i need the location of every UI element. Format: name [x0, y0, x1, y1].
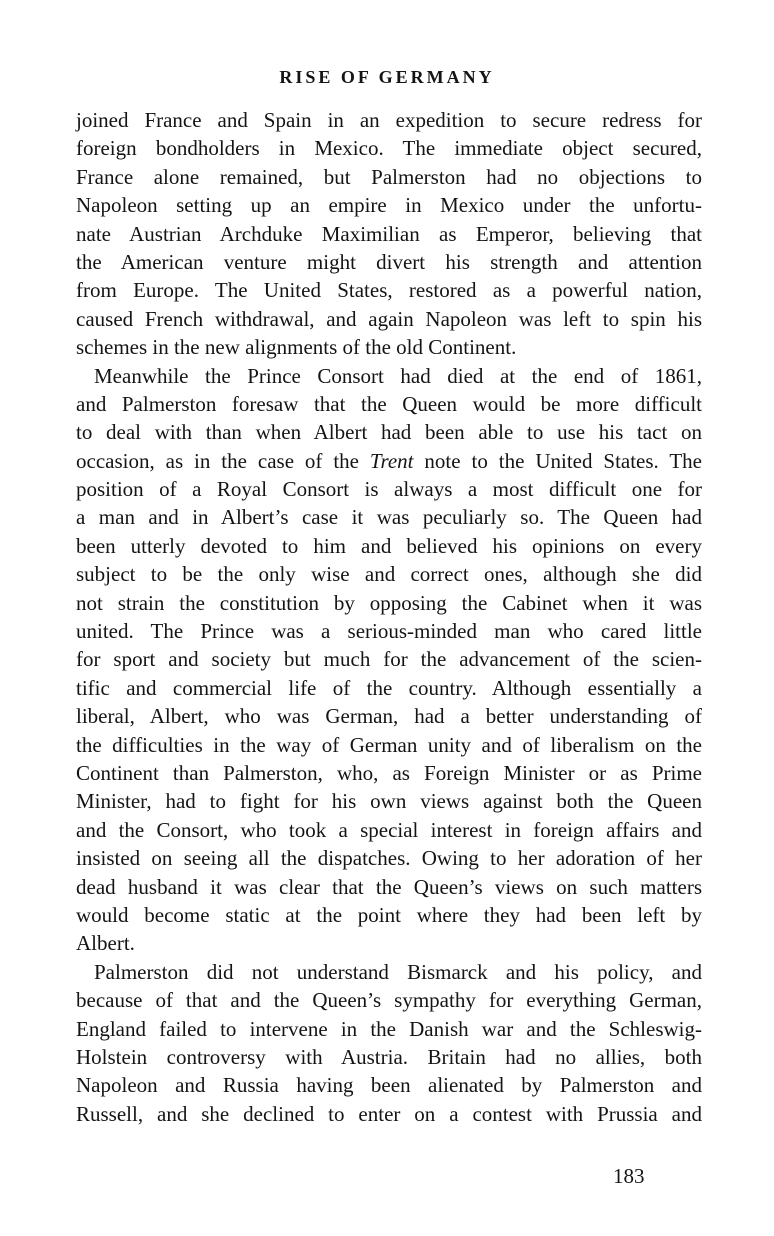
text-line — [76, 163, 702, 191]
text-run: France alone remained, but Palmerston had no objections to — [76, 164, 702, 189]
text-run: subject to be the only wise and correct ones, although she did — [76, 562, 702, 587]
text-line — [76, 617, 702, 645]
text-run: Meanwhile the Prince Consort had died at the end of 1861, — [94, 363, 702, 388]
text-line — [76, 276, 702, 304]
text-line — [76, 362, 702, 390]
text-run: been utterly devoted to him and believed his opinions on every — [76, 533, 702, 558]
text-line — [76, 1071, 702, 1099]
text-run: for sport and society but much for the advancement of the scien- — [76, 647, 702, 672]
text-line — [76, 986, 702, 1014]
text-line — [76, 305, 702, 333]
text-run: a man and in Albert’s case it was peculiarly so. The Queen had — [76, 505, 702, 530]
text-run: Continent than Palmerston, who, as Foreign Minister or as Prime — [76, 760, 702, 785]
body-text — [76, 106, 702, 1128]
text-line — [76, 248, 702, 276]
text-run: occasion, as in the case of the — [76, 448, 370, 473]
text-line — [76, 873, 702, 901]
text-line — [76, 333, 702, 361]
text-run: Napoleon setting up an empire in Mexico under the unfortu- — [76, 193, 702, 218]
text-run: would become static at the point where they had been left by — [76, 902, 702, 927]
text-run: dead husband it was clear that the Queen’s views on such matters — [76, 874, 702, 899]
text-line — [76, 929, 702, 957]
text-run: because of that and the Queen’s sympathy for everything German, — [76, 988, 702, 1013]
text-line — [76, 1015, 702, 1043]
text-run: position of a Royal Consort is always a most difficult one for — [76, 477, 702, 502]
text-line — [76, 560, 702, 588]
text-run: insisted on seeing all the dispatches. Owing to her adoration of her — [76, 846, 702, 871]
text-line — [76, 958, 702, 986]
text-run: the difficulties in the way of German unity and of liberalism on the — [76, 732, 702, 757]
text-run: England failed to intervene in the Danish war and the Schleswig- — [76, 1016, 702, 1041]
text-run: to deal with than when Albert had been able to use his tact on — [76, 420, 702, 445]
text-line — [76, 645, 702, 673]
text-line — [76, 390, 702, 418]
text-run: not strain the constitution by opposing the Cabinet when it was — [76, 590, 702, 615]
text-run: tific and commercial life of the country. Although essentially a — [76, 675, 702, 700]
text-run: liberal, Albert, who was German, had a better understanding of — [76, 704, 702, 729]
italic-title: Trent — [369, 448, 414, 473]
text-line — [76, 475, 702, 503]
text-run: nate Austrian Archduke Maximilian as Emperor, believing that — [76, 221, 702, 246]
text-run: and the Consort, who took a special interest in foreign affairs and — [76, 817, 702, 842]
page-number: 183 — [613, 1164, 645, 1188]
text-line — [76, 674, 702, 702]
text-run: Albert. — [76, 931, 135, 956]
running-head: RISE OF GERMANY — [279, 67, 495, 87]
text-line — [76, 134, 702, 162]
text-run: and Palmerston foresaw that the Queen would be more difficult — [76, 391, 702, 416]
text-line — [76, 1043, 702, 1071]
text-run: Russell, and she declined to enter on a contest with Prussia and — [76, 1101, 702, 1126]
text-run: united. The Prince was a serious-minded man who cared little — [76, 619, 702, 644]
text-run: Holstein controversy with Austria. Britain had no allies, both — [76, 1044, 702, 1069]
text-run: joined France and Spain in an expedition to secure redress for — [76, 108, 702, 132]
text-line — [76, 702, 702, 730]
text-line — [76, 106, 702, 134]
text-run: caused French withdrawal, and again Napoleon was left to spin his — [76, 306, 702, 331]
text-run: foreign bondholders in Mexico. The immediate object secured, — [76, 136, 702, 161]
text-line — [76, 418, 702, 446]
text-run: Minister, had to fight for his own views against both the Queen — [76, 789, 702, 814]
text-line — [76, 503, 702, 531]
text-line — [76, 447, 702, 475]
text-run: note to the United States. The — [413, 448, 702, 473]
text-run: schemes in the new alignments of the old Continent. — [76, 335, 517, 360]
text-line — [76, 844, 702, 872]
text-line — [76, 816, 702, 844]
text-run: Palmerston did not understand Bismarck and his policy, and — [94, 959, 702, 984]
text-line — [76, 1100, 702, 1128]
text-line — [76, 532, 702, 560]
text-line — [76, 589, 702, 617]
text-line — [76, 901, 702, 929]
text-run: Napoleon and Russia having been alienated by Palmerston and — [76, 1073, 702, 1098]
text-line — [76, 220, 702, 248]
text-line — [76, 787, 702, 815]
text-run: from Europe. The United States, restored as a powerful nation, — [76, 278, 702, 303]
text-line — [76, 731, 702, 759]
text-run: the American venture might divert his strength and attention — [76, 249, 702, 274]
text-line — [76, 191, 702, 219]
text-line — [76, 759, 702, 787]
